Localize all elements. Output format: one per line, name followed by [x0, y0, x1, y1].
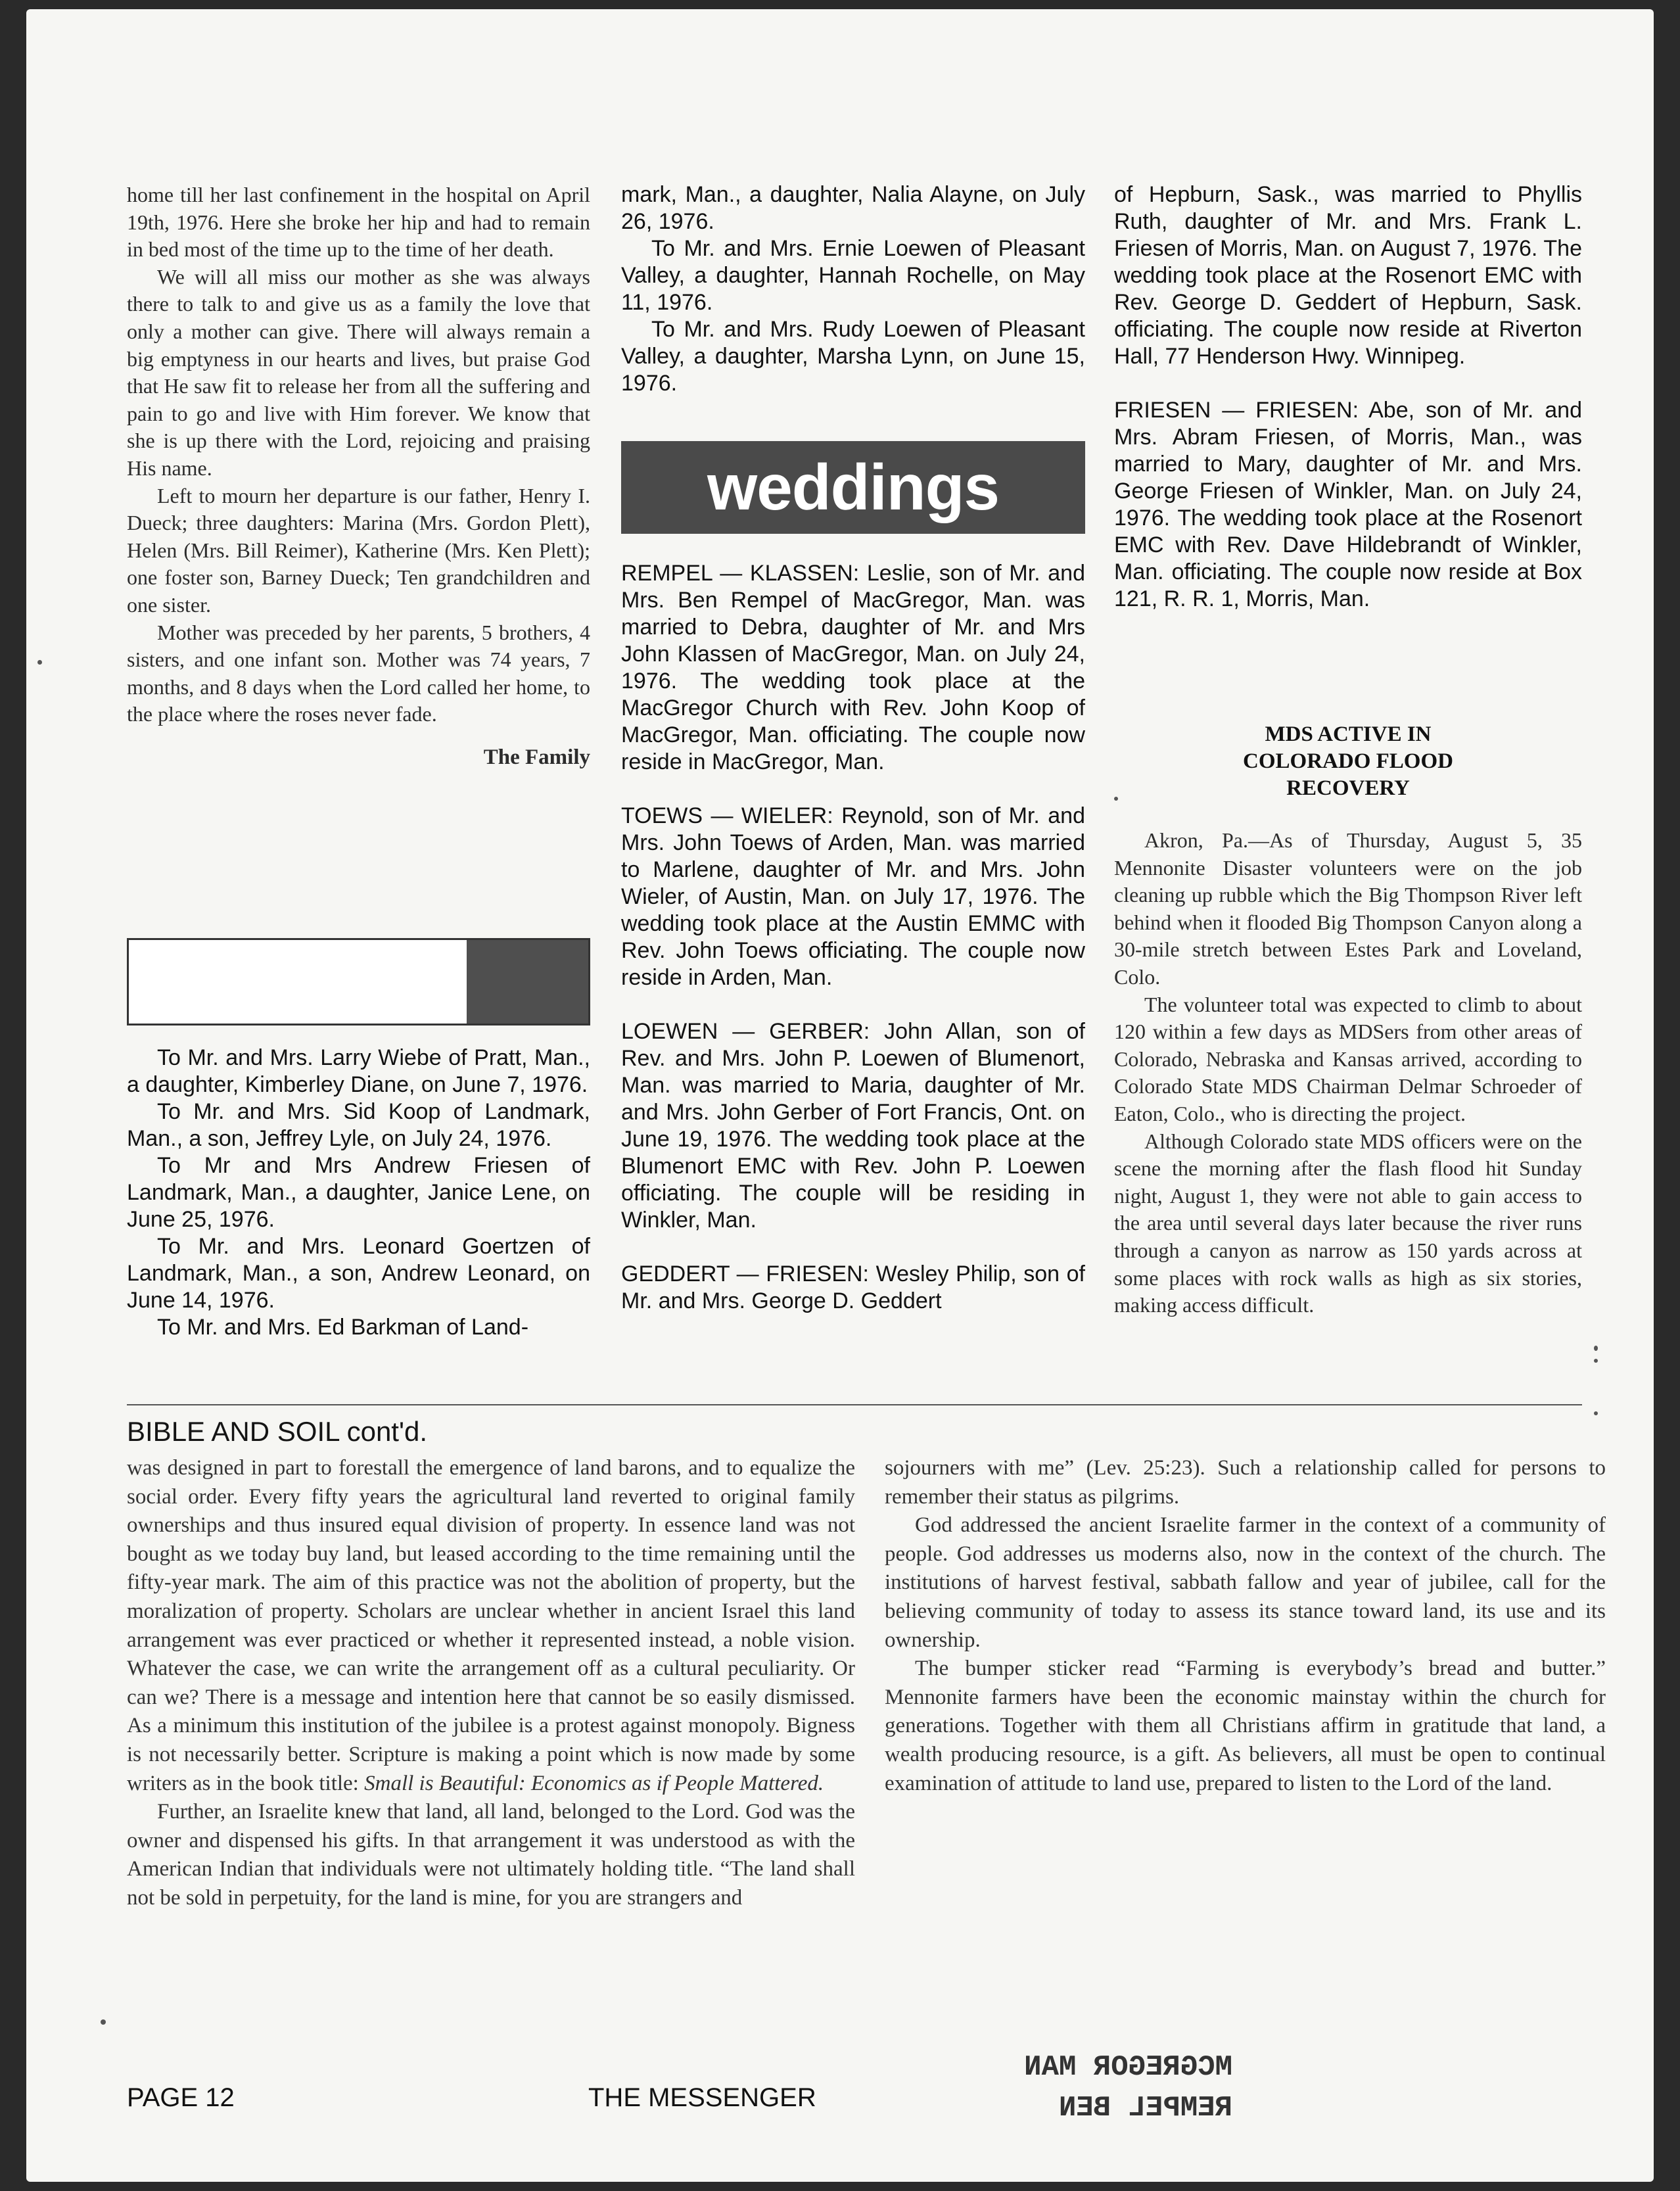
wedding-entry: FRIESEN — FRIESEN: Abe, son of Mr. and Mrs. Abram Friesen, of Morris, Man., was married to Mary, daughter of Mr. and Mrs. George Friesen of Winkler, Man. on July 24, 1976. The wedding took place at the Rosenort EMC with Rev. Dave Hildebrandt of Winkler, Man. officiating. The couple now reside at Box 121, R. R. 1, Morris, Man. — [1114, 398, 1582, 611]
section-title: BIBLE AND SOIL cont'd. — [127, 1416, 428, 1447]
bible-soil-paragraph: sojourners with me” (Lev. 25:23). Such a relationship called for persons to remember their status as pilgrims. — [885, 1456, 1606, 1509]
wedding-entry: REMPEL — KLASSEN: Leslie, son of Mr. and Mrs. Ben Rempel of MacGregor, Man. was married to Debra, daughter of Mr. and Mrs John Klassen of MacGregor, Man. on July 24, 1976. The wedding took place at the MacGregor Church with Rev. John Koop of MacGregor, Man. officiating. The couple now reside in MacGregor, Man. — [621, 561, 1085, 774]
bible-soil-paragraph: God addressed the ancient Israelite farmer in the context of a community of people. God addresses us moderns also, now in the context of the church. The institutions of harvest festival, sabbath fallow and year of jubilee, call for the believing community of today to assess its stance toward land, its use and its ownership. — [885, 1513, 1606, 1652]
mds-article-paragraph: Akron, Pa.—As of Thursday, August 5, 35 Mennonite Disaster volunteers were on the job cleaning up rubble which the Big Thompson River left behind when it flooded Big Thompson Canyon along a 30-mile stretch between Estes Park and Loveland, Colo. — [1114, 828, 1582, 989]
section-divider — [127, 1404, 1582, 1405]
bible-soil-paragraph: was designed in part to forestall the emergence of land barons, and to equalize the social order. Every fifty years the agricultural land reverted to original family ownerships and thus insured equal division of property. In essence land was not bought as we today buy land, but leased according to the time remaining until the fifty-year mark. The aim of this practice was not the abolition of property, but the moralization of property. Scholars are unclear whether in ancient Israel this land arrangement was ever practiced or whether it represented instead, a noble vision. Whatever the case, we can write the arrangement off as a cultural peculiarity. Or can we? There is a message and intention here that cannot be so easily dismissed. As a minimum this institution of the jubilee is a protest against monopoly. Bigness is not necessarily better. Scripture is making a point which is now made by some writers as in the book title: Small is Beautiful: Economics as if People Mattered. — [127, 1456, 855, 1795]
wedding-entry: LOEWEN — GERBER: John Allan, son of Rev. and Mrs. John P. Loewen of Blumenort, Man. was married to Maria, daughter of Mr. and Mrs. John Gerber of Fort Francis, Ont. on June 19, 1976. The wedding took place at the Blumenort EMC with Rev. John P. Loewen officiating. The couple will be residing in Winkler, Man. — [621, 1019, 1085, 1233]
birth-entry: To Mr. and Mrs. Ed Barkman of Land- — [157, 1315, 529, 1340]
births-header-shade — [467, 940, 588, 1024]
mds-article-headline: COLORADO FLOOD — [1243, 749, 1453, 773]
weddings-continued-column — [1114, 181, 1582, 613]
mds-article — [1114, 721, 1582, 1319]
mds-article-paragraph: The volunteer total was expected to climb to about 120 within a few days as MDSers from other areas of Colorado, Nebraska and Kansas arrived, according to Colorado State MDS Chairman Delmar Schroeder of Eaton, Colo., who is directing the project. — [1114, 992, 1582, 1125]
weddings-banner-title: weddings — [707, 451, 999, 523]
weddings-banner — [621, 441, 1085, 534]
wedding-entry: TOEWS — WIELER: Reynold, son of Mr. and Mrs. John Toews of Arden, Man. was married to Marlene, daughter of Mr. and Mrs. John Wieler, of Austin, Man. on July 17, 1976. The wedding took place at the Austin EMMC with Rev. John Toews officiating. The couple now reside in Arden, Man. — [621, 803, 1085, 990]
stamp-line: MCGREGOR MAN — [1024, 2051, 1232, 2084]
births-header-box — [127, 938, 590, 1025]
birth-entry: To Mr. and Mrs. Larry Wiebe of Pratt, Man., a daughter, Kimberley Diane, on June 7, 1976. — [127, 1045, 590, 1097]
obituary-paragraph: Mother was preceded by her parents, 5 brothers, 4 sisters, and one infant son. Mother was 74 years, 7 months, and 8 days when the Lord called her home, to the place where the roses never fade. — [127, 620, 590, 726]
mds-article-paragraph: Although Colorado state MDS officers were on the scene the morning after the flash flood hit Sunday night, August 1, they were not able to gain access to the area until several days later because the river runs through a canyon as narrow as 150 yards across at some places with rock walls as high as six stories, making access difficult. — [1114, 1129, 1582, 1317]
print-speck — [1594, 1359, 1598, 1363]
birth-entry: To Mr and Mrs Andrew Friesen of Landmark, Man., a daughter, Janice Lene, on June 25, 1976. — [127, 1153, 590, 1232]
births-column — [127, 1045, 590, 1341]
page-number: PAGE 12 — [127, 2083, 235, 2112]
magazine-page — [26, 9, 1654, 2182]
birth-entry: mark, Man., a daughter, Nalia Alayne, on July 26, 1976. — [621, 182, 1085, 234]
obituary-paragraph: home till her last confinement in the hospital on April 19th, 1976. Here she broke her hip and had to remain in bed most of the time up to the time of her death. — [127, 183, 590, 262]
print-speck — [1114, 797, 1118, 801]
mds-article-headline: MDS ACTIVE IN — [1265, 722, 1432, 746]
bible-soil-column-right — [885, 1454, 1606, 1798]
print-speck — [101, 2019, 106, 2025]
birth-entry: To Mr. and Mrs. Ernie Loewen of Pleasant Valley, a daughter, Hannah Rochelle, on May 11, 1976. — [621, 236, 1085, 315]
birth-entry: To Mr. and Mrs. Leonard Goertzen of Landmark, Man., a son, Andrew Leonard, on June 14, 1976. — [127, 1234, 590, 1313]
births-continued-column — [621, 181, 1085, 397]
publication-name: THE MESSENGER — [588, 2083, 816, 2112]
bible-soil-column-left — [127, 1454, 855, 1913]
birth-entry: To Mr. and Mrs. Rudy Loewen of Pleasant Valley, a daughter, Marsha Lynn, on June 15, 1976. — [621, 317, 1085, 396]
print-speck — [1594, 1411, 1598, 1415]
obituary-column — [127, 181, 590, 771]
weddings-column — [621, 560, 1085, 1315]
stamp-line: REMPEL BEN — [1058, 2092, 1232, 2125]
book-title: Small is Beautiful: Economics as if People Mattered. — [364, 1771, 824, 1795]
print-speck — [1594, 1346, 1598, 1351]
mds-article-headline: RECOVERY — [1286, 776, 1410, 800]
obituary-signature: The Family — [483, 745, 590, 769]
obituary-paragraph: We will all miss our mother as she was always there to talk to and give us as a family the love that only a mother can give. There will always remain a big emptyness in our hearts and lives, but praise God that He saw fit to release her from all the suffering and pain to go and live with Him forever. We know that she is up there with the Lord, rejoicing and praising His name. — [127, 264, 590, 480]
birth-entry: To Mr. and Mrs. Sid Koop of Landmark, Man., a son, Jeffrey Lyle, on July 24, 1976. — [127, 1099, 590, 1151]
mailing-stamp — [1022, 2035, 1246, 2140]
wedding-entry: of Hepburn, Sask., was married to Phyllis Ruth, daughter of Mr. and Mrs. Frank L. Friesen of Morris, Man. on August 7, 1976. The wedding took place at the Rosenort EMC with Rev. George D. Geddert of Hepburn, Sask. officiating. The couple now reside at Riverton Hall, 77 Henderson Hwy. Winnipeg. — [1114, 182, 1582, 369]
print-speck — [37, 660, 42, 665]
bible-soil-paragraph: The bumper sticker read “Farming is everybody’s bread and butter.” Mennonite farmers have been the economic mainstay within the church for generations. Together with them all Christians affirm in gratitude that land, a wealth producing resource, is a gift. As believers, all must be open to continual examination of attitude to land use, prepared to listen to the Lord of the land. — [885, 1657, 1606, 1795]
wedding-entry: GEDDERT — FRIESEN: Wesley Philip, son of Mr. and Mrs. George D. Geddert — [621, 1261, 1085, 1313]
obituary-paragraph: Left to mourn her departure is our father, Henry I. Dueck; three daughters: Marina (Mrs. Gordon Plett), Helen (Mrs. Bill Reimer), Katherine (Mrs. Ken Plett); one foster son, Barney Dueck; Ten grandchildren and one sister. — [127, 483, 590, 617]
bible-soil-paragraph: Further, an Israelite knew that land, all land, belonged to the Lord. God was the owner and dispensed his gifts. In that arrangement it was understood as with the American Indian that individuals were not ultimately holding title. “The land shall not be sold in perpetuity, for the land is mine, for you are strangers and — [127, 1800, 855, 1910]
